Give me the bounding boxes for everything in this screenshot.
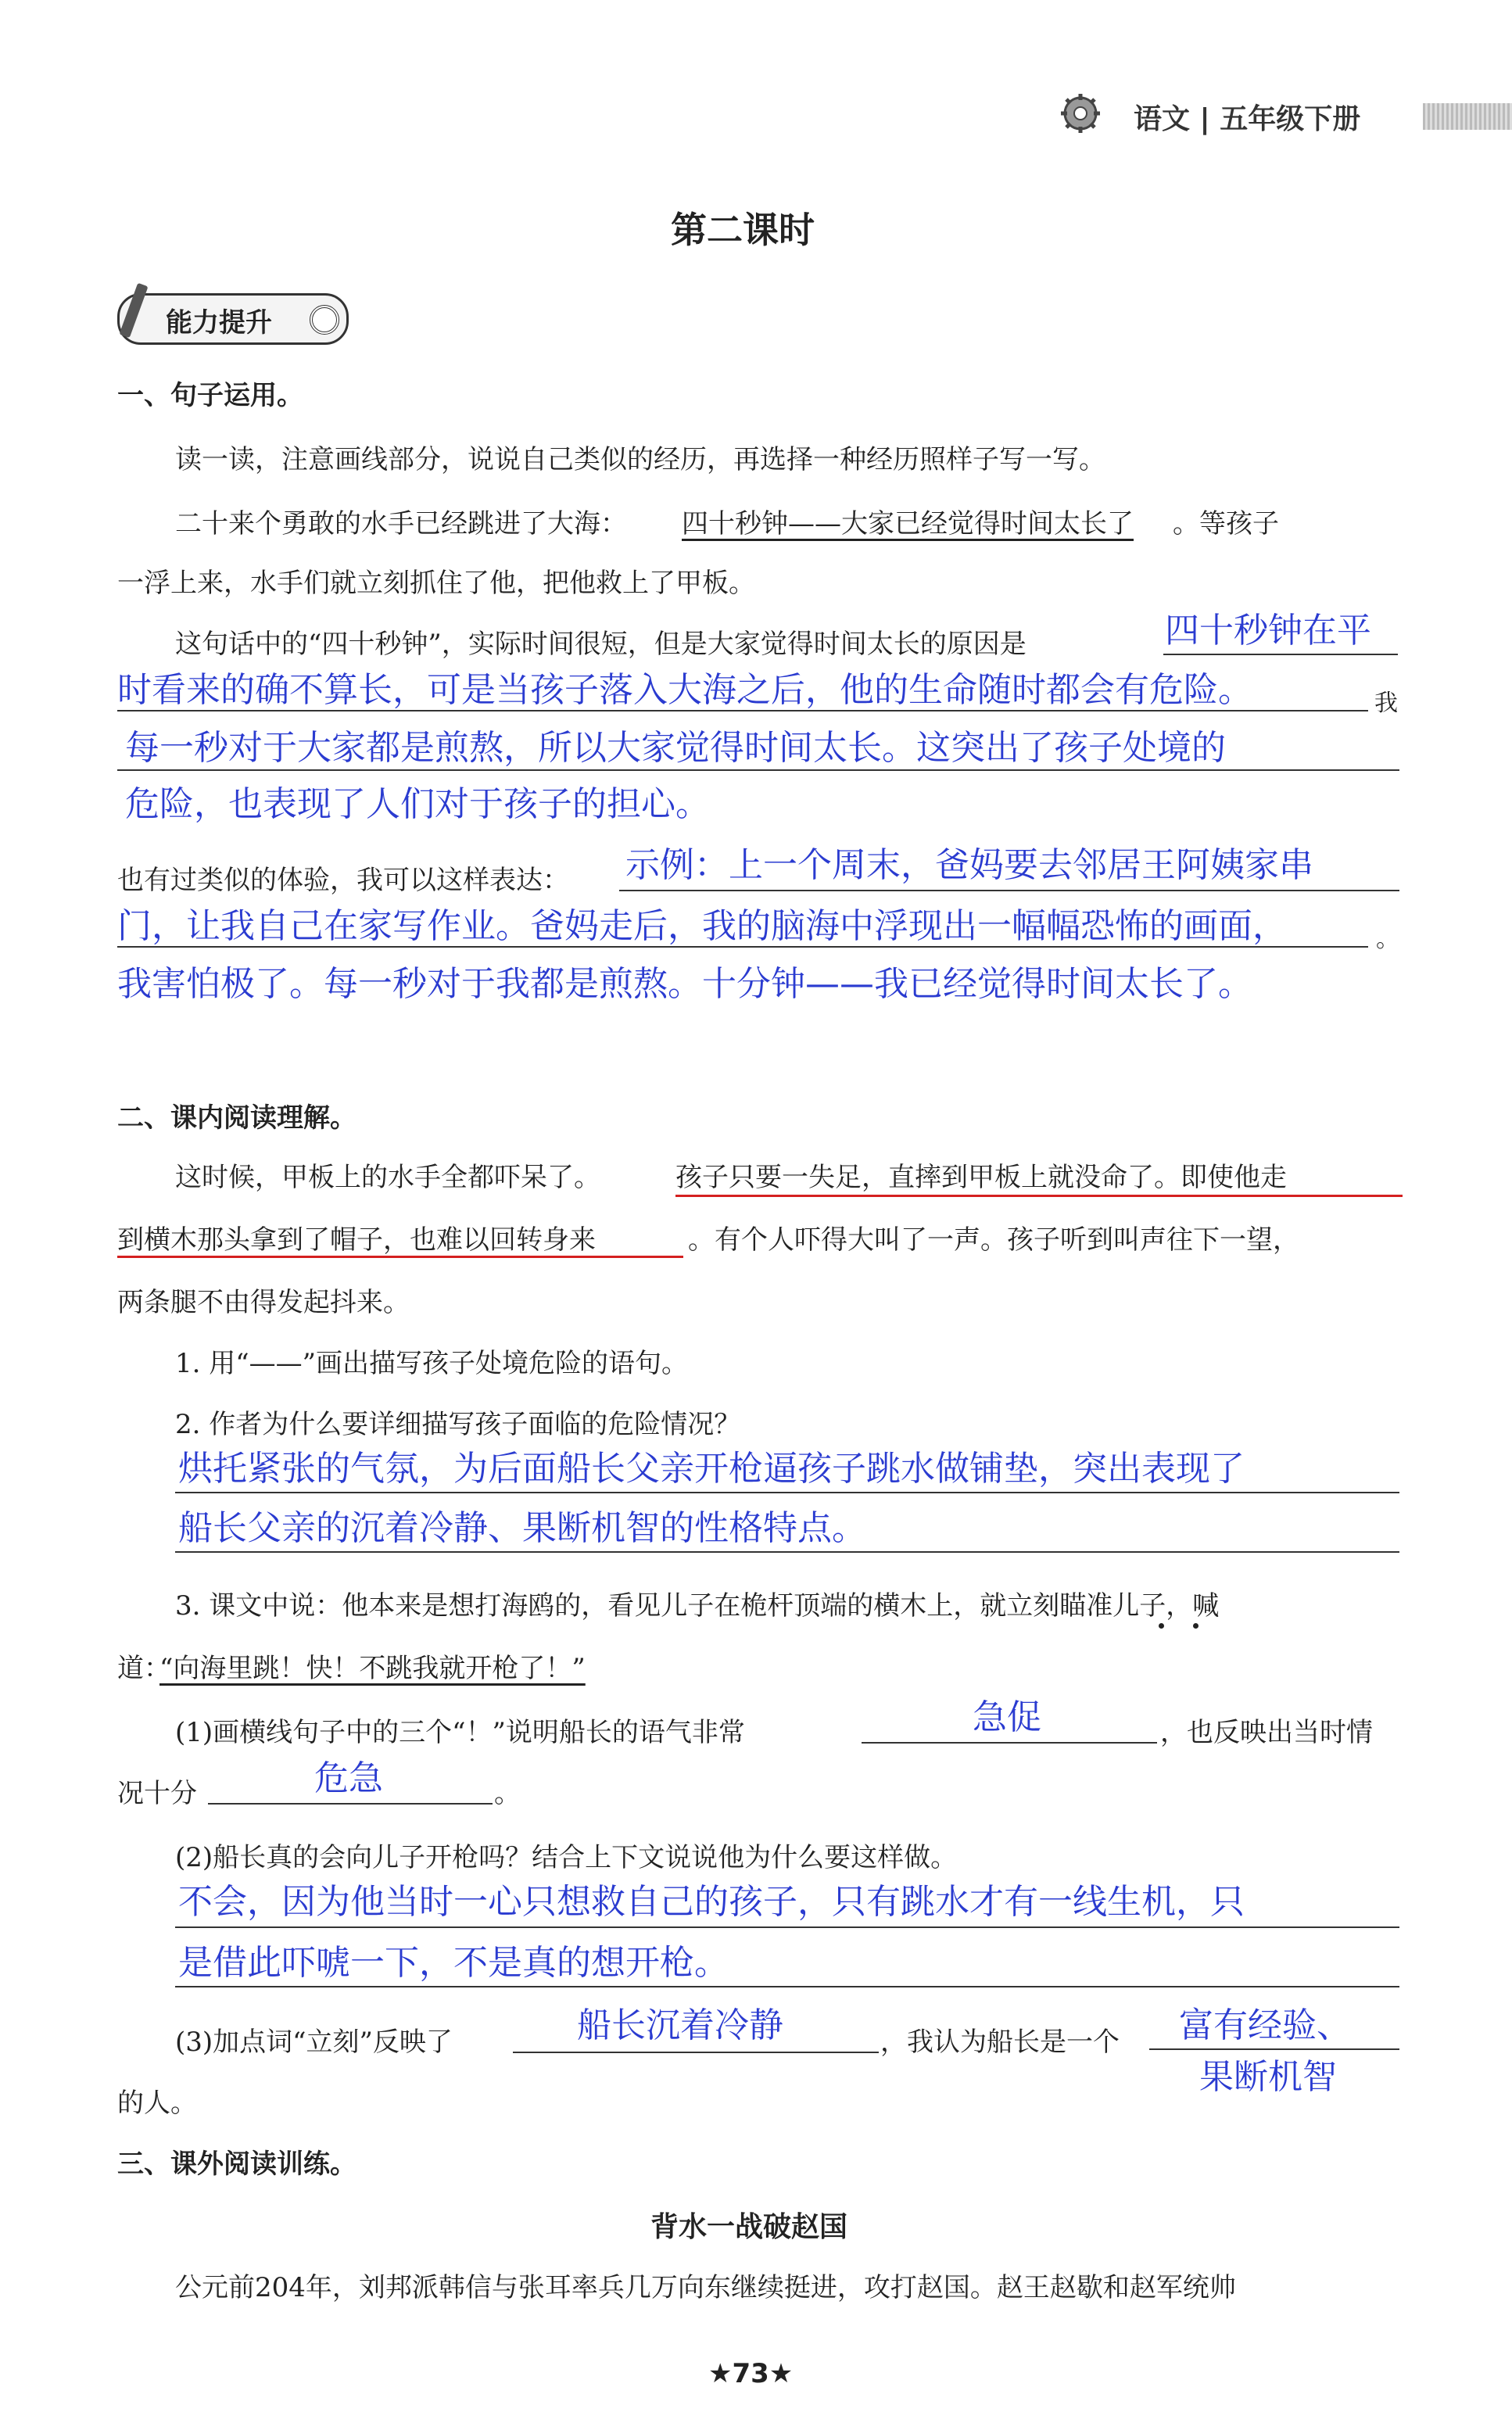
question-1: 1. 用“——”画出描写孩子处境危险的语句。 — [175, 1348, 689, 1379]
answer-line2: 时看来的确不算长，可是当孩子落入大海之后，他的生命随时都会有危险。 — [117, 670, 1252, 710]
answer-3-2-line1: 不会，因为他当时一心只想救自己的孩子，只有跳水才有一线生机，只 — [178, 1882, 1245, 1922]
question-3-1-answer2: 危急 — [314, 1758, 383, 1798]
section1-heading: 一、句子运用。 — [117, 380, 303, 411]
passage-redline-2 — [117, 1256, 683, 1258]
question-3-3-answer1: 船长沉着冷静 — [577, 2005, 783, 2045]
answer-2-underline-1 — [175, 1492, 1399, 1493]
answer-line1: 四十秒钟在平 — [1165, 611, 1371, 651]
example-line1-post: 。等孩子 — [1173, 508, 1279, 539]
question-3-line2-pre: 道： — [117, 1653, 170, 1684]
express-prefix: 也有过类似的体验，我可以这样表达： — [117, 865, 569, 896]
question-3-1-mid: ，也反映出当时情 — [1160, 1717, 1373, 1748]
question-3-3-answer2-line1: 富有经验、 — [1179, 2005, 1351, 2045]
express-line2: 门，让我自己在家写作业。爸妈走后，我的脑海中浮现出一幅幅恐怖的画面， — [117, 906, 1287, 946]
question-3-3-pre: (3)加点词“立刻”反映了 — [175, 2027, 453, 2058]
subject-label: 语文 | 五年级下册 — [1134, 103, 1361, 135]
question-2: 2. 作者为什么要详细描写孩子面临的危险情况？ — [175, 1409, 741, 1440]
example-line1-pre: 二十来个勇敢的水手已经跳进了大海： — [175, 508, 627, 539]
answer-3-2-line2: 是借此吓唬一下，不是真的想开枪。 — [178, 1943, 729, 1983]
answer-2-line2: 船长父亲的沉着冷静、果断机智的性格特点。 — [178, 1508, 866, 1548]
question-3-line1: 3. 课文中说：他本来是想打海鸥的，看见儿子在桅杆顶端的横木上，就立刻瞄准儿子，喊 — [175, 1590, 1220, 1622]
answer-underline-2 — [117, 710, 1368, 711]
answer-line3: 每一秒对于大家都是煎熬，所以大家觉得时间太长。这突出了孩子处境的 — [125, 728, 1226, 768]
answer-3-2-underline-2 — [175, 1986, 1399, 1987]
section1-instruction: 读一读，注意画线部分，说说自己类似的经历，再选择一种经历照样子写一写。 — [175, 444, 1105, 475]
example-line2: 一浮上来，水手们就立刻抓住了他，把他救上了甲板。 — [117, 568, 755, 599]
answer-underline-3 — [117, 769, 1399, 771]
section2-heading: 二、课内阅读理解。 — [117, 1102, 357, 1134]
express-underline-2 — [117, 946, 1368, 948]
question-3-1-blank2 — [208, 1803, 493, 1805]
question-3-3-answer2-line2: 果断机智 — [1199, 2057, 1337, 2097]
badge-end-circle-icon — [310, 305, 339, 335]
express-underline-1 — [619, 890, 1399, 891]
question-3-1-answer1: 急促 — [973, 1697, 1041, 1737]
badge-label: 能力提升 — [166, 307, 272, 339]
example-line1-underlined: 四十秒钟——大家已经觉得时间太长了 — [682, 508, 1134, 539]
express-line1: 示例：上一个周末，爸妈要去邻居王阿姨家串 — [625, 845, 1313, 885]
passage-line2-post: 。有个人吓得大叫了一声。孩子听到叫声往下一望， — [688, 1224, 1299, 1256]
question-3-1-blank1 — [862, 1742, 1157, 1744]
question-3-2: (2)船长真的会向儿子开枪吗？结合上下文说说他为什么要这样做。 — [175, 1842, 958, 1873]
express-line2-tail: 。 — [1376, 926, 1399, 953]
header-stripe-decoration — [1423, 103, 1512, 130]
passage-line1-pre: 这时候，甲板上的水手全都吓呆了。 — [175, 1162, 600, 1193]
question-3-1-line2-post: 。 — [494, 1778, 521, 1809]
question-prefix: 这句话中的“四十秒钟”，实际时间很短，但是大家觉得时间太长的原因是 — [175, 629, 1027, 660]
question-3-1-pre: (1)画横线句子中的三个“！”说明船长的语气非常 — [175, 1717, 745, 1748]
gear-logo-icon — [1059, 92, 1102, 134]
passage-line3: 两条腿不由得发起抖来。 — [117, 1287, 410, 1318]
section3-heading: 三、课外阅读训练。 — [117, 2149, 357, 2180]
question-3-quote: “向海里跳！快！不跳我就开枪了！” — [159, 1653, 586, 1684]
emphasis-dot-1 — [1159, 1623, 1164, 1629]
answer-underline-1 — [1163, 654, 1398, 655]
story-title: 背水一战破赵国 — [650, 2211, 848, 2243]
emphasis-dot-2 — [1193, 1623, 1198, 1629]
story-line1: 公元前204年，刘邦派韩信与张耳率兵几万向东继续挺进，攻打赵国。赵王赵歇和赵军统帅 — [175, 2272, 1236, 2303]
answer-2-line1: 烘托紧张的气氛，为后面船长父亲开枪逼孩子跳水做铺垫，突出表现了 — [178, 1449, 1245, 1489]
passage-line2-red: 到横木那头拿到了帽子，也难以回转身来 — [117, 1224, 596, 1256]
passage-redline-1 — [675, 1195, 1403, 1197]
page-number: ★73★ — [708, 2358, 794, 2389]
express-line3: 我害怕极了。每一秒对于我都是煎熬。十分钟——我已经觉得时间太长了。 — [117, 964, 1252, 1004]
answer-line4: 危险，也表现了人们对于孩子的担心。 — [125, 784, 710, 824]
answer-3-2-underline-1 — [175, 1926, 1399, 1928]
passage-line1-red: 孩子只要一失足，直摔到甲板上就没命了。即使他走 — [675, 1162, 1287, 1193]
question-3-3-mid: ，我认为船长是一个 — [880, 2027, 1120, 2058]
question-3-3-line2: 的人。 — [117, 2088, 197, 2119]
question-3-1-line2-pre: 况十分 — [117, 1778, 197, 1809]
lesson-title: 第二课时 — [671, 209, 815, 251]
question-3-3-blank1 — [513, 2052, 879, 2053]
answer-line2-tail: 我 — [1374, 690, 1398, 717]
answer-2-underline-2 — [175, 1551, 1399, 1553]
